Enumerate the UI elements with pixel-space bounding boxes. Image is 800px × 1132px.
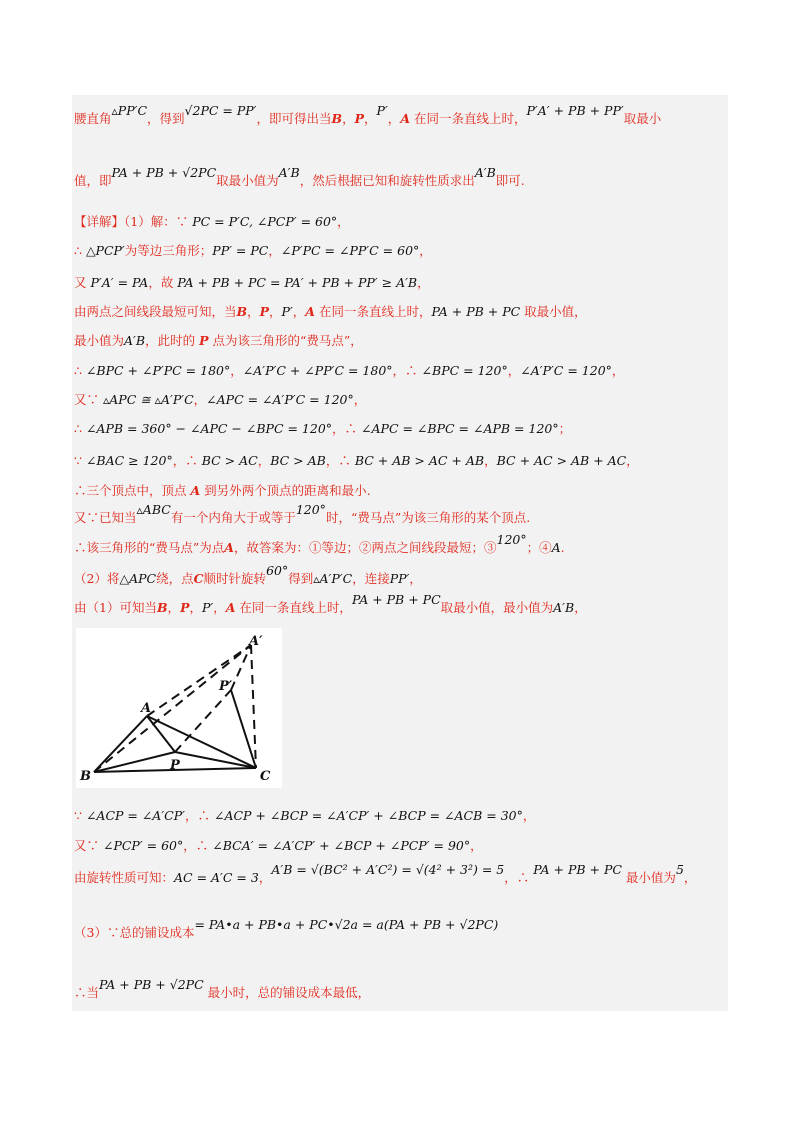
point-label: A <box>305 304 315 319</box>
text-run: ， <box>353 392 367 407</box>
math-expression: ∠BPC = 120° <box>421 363 508 378</box>
geometry-figure <box>76 628 282 788</box>
text-run: ， <box>258 870 272 885</box>
math-expression: BC > AC <box>201 453 258 468</box>
text-run: ；④ <box>526 540 552 555</box>
triangle-diagram <box>76 628 282 788</box>
text-run: 最小时，总的铺设成本最低， <box>203 985 371 1000</box>
text-run: ，此时的 <box>145 333 200 348</box>
text-run: ，∴ <box>183 838 213 853</box>
text-run: 得到 <box>288 571 314 586</box>
math-expression: = PA•a + PB•a + PC•√2a = a(PA + PB + √2PC) <box>194 917 499 932</box>
text-run: 取最小值为 <box>216 173 279 188</box>
math-expression: A′B <box>553 600 575 615</box>
text-run: ， <box>268 243 281 258</box>
text-run: ，∴ <box>332 421 362 436</box>
solution-line <box>74 563 422 587</box>
math-expression: PA + PB + PC = PA′ + PB + PP′ ≥ A′B <box>177 275 418 290</box>
math-expression: A′B = √(BC² + A′C²) = √(4² + 3²) = 5 <box>271 862 505 877</box>
math-expression: P′A′ = PA <box>90 275 149 290</box>
solution-line <box>74 592 587 616</box>
point-label: B <box>156 600 168 615</box>
label-C: C <box>260 769 271 784</box>
math-expression: 120° <box>496 532 527 547</box>
math-expression: ∠APB = 360° − ∠APC − ∠BPC = 120° <box>85 421 333 436</box>
text-run: ， <box>574 600 587 615</box>
math-expression: A′B <box>278 165 300 180</box>
text-run: 取最小值，最小值为 <box>440 600 554 615</box>
math-expression: √2PC = PP′ <box>184 103 257 118</box>
text-run: （3）∵总的铺设成本 <box>74 925 195 940</box>
text-run: 又∵ <box>74 392 103 407</box>
math-expression: PA + PB + PC <box>431 304 521 319</box>
math-expression: △PCP′ <box>85 243 125 258</box>
text-run: ，∴ <box>504 870 534 885</box>
solution-line <box>74 453 639 469</box>
math-expression: ∠ACP + ∠BCP = ∠A′CP′ + ∠BCP = ∠ACB = 30° <box>213 808 523 823</box>
text-run: 又∵已知当 <box>74 510 137 525</box>
text-run: ， <box>189 600 202 615</box>
text-run: 时，“费马点”为该三角形的某个顶点. <box>325 510 531 525</box>
point-label: A <box>190 483 201 498</box>
text-run: ∴该三角形的“费马点”为点 <box>74 540 225 555</box>
text-run: ， <box>387 111 401 126</box>
text-run: ， <box>269 304 282 319</box>
text-run: ∴ <box>74 363 86 378</box>
math-expression: ∠BCA′ = ∠A′CP′ + ∠BCP + ∠PCP′ = 90° <box>212 838 471 853</box>
solution-line <box>74 304 587 320</box>
label-A: A <box>141 701 152 716</box>
math-expression: ∠P′PC = ∠PP′C = 60° <box>280 243 420 258</box>
solution-line <box>74 502 531 526</box>
text-run: 由（1）可知当 <box>74 600 157 615</box>
text-run: ∴当 <box>74 985 100 1000</box>
math-expression: ▵A′P′C <box>313 571 353 586</box>
text-run: ， <box>337 214 350 229</box>
math-expression: ∠BAC ≥ 120° <box>85 453 173 468</box>
text-run: 【详解】（1）解：∵ <box>74 214 193 229</box>
text-run: ∵ <box>74 453 86 468</box>
math-expression: P′ <box>281 304 293 319</box>
text-run: ， <box>419 243 432 258</box>
text-run: ， <box>342 111 355 126</box>
point-label: P <box>354 111 365 126</box>
solution-line <box>74 392 366 408</box>
math-expression: ▵APC ≅ ▵A′P′C <box>102 392 194 407</box>
text-run: ∵ <box>74 808 86 823</box>
text-run: ； <box>558 421 572 436</box>
math-expression: A′B <box>124 333 146 348</box>
math-expression: ∠PCP′ = 60° <box>102 838 184 853</box>
math-expression: BC + AC > AB + AC <box>496 453 627 468</box>
point-label: P <box>199 333 209 348</box>
text-run: 又∵ <box>74 838 103 853</box>
text-run: ，得到 <box>147 111 185 126</box>
text-run: ， <box>683 870 697 885</box>
math-expression: ▵ABC <box>136 502 171 517</box>
solution-line <box>74 275 430 291</box>
math-expression: 120° <box>295 502 326 517</box>
text-run: ∴ <box>74 421 86 436</box>
text-run: 值，即 <box>74 173 112 188</box>
solution-line <box>74 363 624 379</box>
math-expression: ∠A′P′C + ∠PP′C = 180° <box>242 363 393 378</box>
solution-line <box>74 483 371 499</box>
point-label: P <box>259 304 270 319</box>
label-A-prime: A′ <box>249 634 263 649</box>
point-label: A <box>400 111 411 126</box>
solution-line <box>74 421 571 437</box>
text-run: ，∴ <box>325 453 355 468</box>
text-run: . <box>560 540 565 555</box>
text-run: ，∴ <box>172 453 202 468</box>
text-run: ，故答案为：①等边；②两点之间线段最短；③ <box>234 540 497 555</box>
solution-line <box>74 808 535 824</box>
math-expression: P′ <box>201 600 214 615</box>
text-run: ∴三个顶点中，顶点 <box>74 483 191 498</box>
solution-line <box>74 165 525 189</box>
math-expression: ∠APC = ∠A′P′C = 120° <box>206 392 354 407</box>
point-label: A <box>224 540 234 555</box>
math-expression: BC + AB > AC + AB <box>354 453 485 468</box>
solution-line <box>74 532 565 556</box>
math-expression: ∠BPC + ∠P′PC = 180° <box>85 363 231 378</box>
solution-line <box>74 977 371 1001</box>
text-run: 取最小 <box>623 111 662 126</box>
text-run: 绕，点 <box>156 571 194 586</box>
label-P-prime: P′ <box>219 679 233 694</box>
math-expression: AC = A′C = 3 <box>174 870 259 885</box>
text-run: 为等边三角形； <box>124 243 213 258</box>
text-run: ，连接 <box>352 571 390 586</box>
text-run: ，即可得出当 <box>256 111 332 126</box>
math-expression: ∠APC = ∠BPC = ∠APB = 120° <box>361 421 559 436</box>
text-run: ，故 <box>148 275 178 290</box>
math-expression: PA + PB + PC <box>351 592 441 607</box>
text-run: ， <box>230 363 243 378</box>
math-expression: PA + PB + √2PC <box>111 165 217 180</box>
solution-line <box>74 214 350 230</box>
text-run: 取最小值， <box>520 304 587 319</box>
solution-line <box>74 917 499 941</box>
point-label: P <box>180 600 190 615</box>
text-run: ， <box>417 275 430 290</box>
math-expression: ▵PP′C <box>111 103 148 118</box>
text-run: （2）将 <box>74 571 120 586</box>
text-run: 到另外两个顶点的距离和最小. <box>200 483 371 498</box>
label-P: P <box>170 758 180 773</box>
math-expression: ∠ACP = ∠A′CP′ <box>85 808 185 823</box>
text-run: ， <box>507 363 521 378</box>
text-run: ， <box>611 363 625 378</box>
text-run: 有一个内角大于或等于 <box>170 510 296 525</box>
math-expression: PA + PB + PC <box>533 862 622 877</box>
text-run: ， <box>409 571 422 586</box>
text-run: ， <box>193 392 207 407</box>
math-expression: △APC <box>119 571 157 586</box>
text-run: 由两点之间线段最短可知，当 <box>74 304 237 319</box>
math-expression: PC = P′C, ∠PCP′ = 60° <box>192 214 338 229</box>
text-run: ， <box>213 600 226 615</box>
math-expression: P′A′ + PB + PP′ <box>526 103 624 118</box>
text-run: ， <box>522 808 536 823</box>
text-run: ， <box>292 304 306 319</box>
text-run: 最小值为 <box>74 333 125 348</box>
math-expression: 5 <box>675 862 684 877</box>
math-expression: BC > AB <box>270 453 326 468</box>
text-run: 由旋转性质可知： <box>74 870 175 885</box>
text-run: 在同一条直线上时， <box>235 600 352 615</box>
text-run: ， <box>626 453 639 468</box>
text-run: 腰直角 <box>74 111 112 126</box>
solution-line <box>74 838 483 854</box>
math-expression: PP′ = PC <box>212 243 269 258</box>
text-run: 即可. <box>495 173 525 188</box>
math-expression: PA + PB + √2PC <box>99 977 204 992</box>
text-run: 最小值为 <box>621 870 676 885</box>
math-expression: PP′ <box>389 571 410 586</box>
math-expression: ∠A′P′C = 120° <box>520 363 612 378</box>
text-run: ， <box>247 304 260 319</box>
text-run: 在同一条直线上时， <box>315 304 432 319</box>
text-run: ，然后根据已知和旋转性质求出 <box>299 173 475 188</box>
text-run: 顺时针旋转 <box>203 571 267 586</box>
solution-line <box>74 243 432 259</box>
solution-line <box>74 862 697 886</box>
text-run: ， <box>484 453 497 468</box>
text-run: 又 <box>74 275 91 290</box>
solution-line <box>74 103 662 127</box>
text-run: ，∴ <box>185 808 214 823</box>
text-run: ， <box>364 111 377 126</box>
text-run: ， <box>470 838 483 853</box>
point-label: C <box>193 571 204 586</box>
point-label: A <box>225 600 236 615</box>
label-B: B <box>80 769 91 784</box>
math-expression: P′ <box>376 103 388 118</box>
math-expression: 60° <box>266 563 289 578</box>
math-expression: A′B <box>474 165 496 180</box>
point-label: B <box>331 111 343 126</box>
text-run: 在同一条直线上时， <box>410 111 527 126</box>
text-run: ，∴ <box>392 363 422 378</box>
text-run: ∴ <box>74 243 86 258</box>
text-run: ， <box>257 453 271 468</box>
solution-line <box>74 333 363 349</box>
text-run: ， <box>167 600 181 615</box>
math-expression: A <box>551 540 561 555</box>
text-run: 点为该三角形的“费马点”， <box>208 333 363 348</box>
point-label: B <box>236 304 248 319</box>
